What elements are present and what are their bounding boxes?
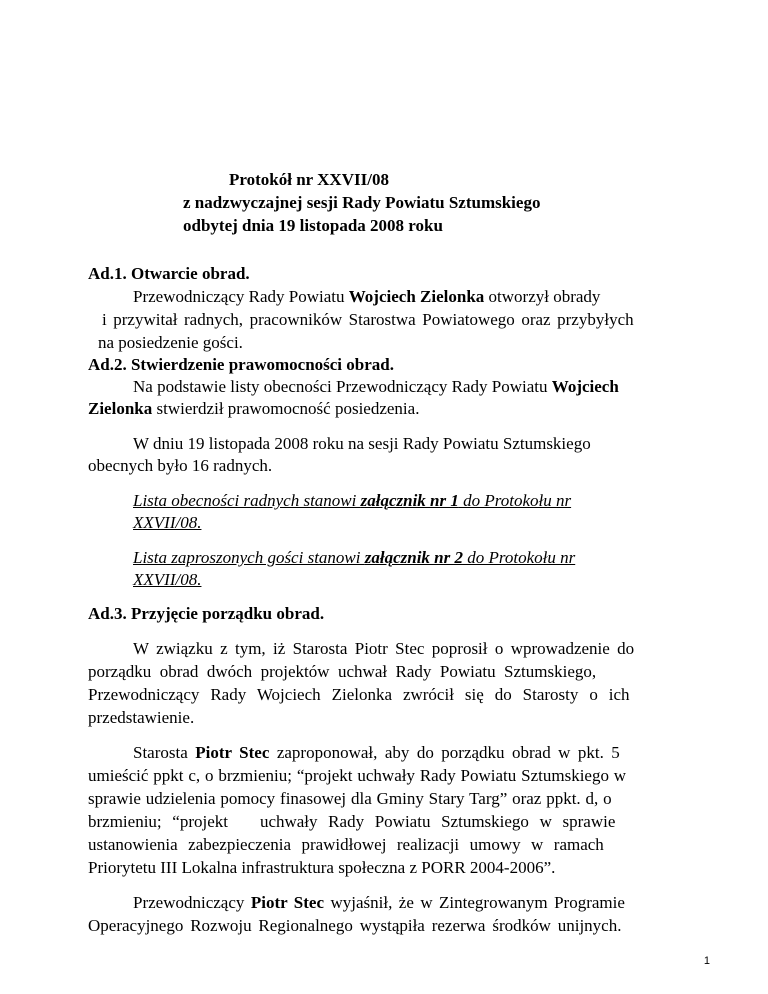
protocol-date: odbytej dnia 19 listopada 2008 roku: [183, 216, 443, 235]
ad1-line-2: i przywitał radnych, pracowników Starostwa Powiatowego oraz przybyłych: [102, 310, 634, 329]
page-number: 1: [703, 955, 710, 967]
ad2-line-2: Zielonka stwierdził prawomocność posiedzenia.: [88, 399, 420, 418]
chairman-name: Piotr Stec: [250, 893, 325, 912]
attendance-line-1: W dniu 19 listopada 2008 roku na sesji Rady Powiatu Sztumskiego: [133, 434, 591, 453]
attachment-2-link[interactable]: Lista zaproszonych gości stanowi załącznik nr 2 do Protokołu nr: [133, 548, 576, 567]
ad3-heading: Ad.3. Przyjęcie porządku obrad.: [88, 604, 325, 623]
ad2-line-1: Na podstawie listy obecności Przewodniczący Rady Powiatu Wojciech: [133, 377, 619, 396]
protocol-subtitle: z nadzwyczajnej sesji Rady Powiatu Sztumskiego: [183, 193, 541, 212]
chairman-name: Wojciech: [551, 377, 619, 396]
ad1-heading: Ad.1. Otwarcie obrad.: [88, 264, 250, 283]
attachment-2-link-cont[interactable]: XXVII/08.: [133, 570, 202, 589]
protocol-title: Protokół nr XXVII/08: [229, 170, 389, 189]
starosta-name: Piotr Stec: [195, 743, 270, 762]
document-page: Protokół nr XXVII/08 z nadzwyczajnej sesji Rady Powiatu Sztumskiego odbytej dnia 19 listopada 2008 roku Ad.1. Otwarcie obrad. Przewodniczący Rady Powiatu Wojciech Zielonka otworzył obrady i przywitał radnych, pracowników Starostwa Powiatowego oraz przybyłych na posiedzenie gości. Ad.2. Stwierdzenie prawomocności obrad. Na podstawie listy obecności Przewodniczący Rady Powiatu Wojciech Zielonka stwierdził prawomocność posiedzenia. W dniu 19 listopada 2008 roku na sesji Rady Powiatu Sztumskiego obecnych było 16 radnych. Lista obecności radnych stanowi załącznik nr 1 do Protokołu nr XXVII/08. Lista zaproszonych gości stanowi załącznik nr 2 do Protokołu nr XXVII/08. Ad.3. Przyjęcie porządku obrad. W związku z tym, iż Starosta Piotr Stec poprosił o wprowadzenie do porządku obrad dwóch projektów uchwał Rady Powiatu Sztumskiego, Przewodniczący Rady Wojciech Zielonka zwrócił się do Starosty o ich przedstawienie. Starosta Piotr Stec zaproponował, aby do porządku obrad w pkt. 5 umieścić ppkt c, o brzmieniu; “projekt uchwały Rady Powiatu Sztumskiego w sprawie udzielenia pomocy finasowej dla Gminy Stary Targ” oraz ppkt. d, o brzmieniu; “projekt uchwały Rady Powiatu Sztumskiego w sprawie ustanowienia zabezpieczenia prawidłowej realizacji umowy w ramach Priorytetu III Lokalna infrastruktura społeczna z PORR 2004-2006”. Przewodniczący Piotr Stec wyjaśnił, że w Zintegrowanym Programie Operacyjnego Rozwoju Regionalnego wystąpiła rezerwa środków unijnych. 1: [88, 170, 710, 967]
ad1-line-3: na posiedzenie gości.: [98, 333, 243, 352]
ad1-line-1: Przewodniczący Rady Powiatu Wojciech Zielonka otworzył obrady: [133, 287, 601, 306]
chairman-name: Wojciech Zielonka: [348, 287, 485, 306]
attachment-1-link[interactable]: Lista obecności radnych stanowi załącznik nr 1 do Protokołu nr: [133, 491, 572, 510]
attachment-1-link-cont[interactable]: XXVII/08.: [133, 513, 202, 532]
ad2-heading: Ad.2. Stwierdzenie prawomocności obrad.: [88, 355, 394, 374]
attendance-line-2: obecnych było 16 radnych.: [88, 456, 273, 475]
